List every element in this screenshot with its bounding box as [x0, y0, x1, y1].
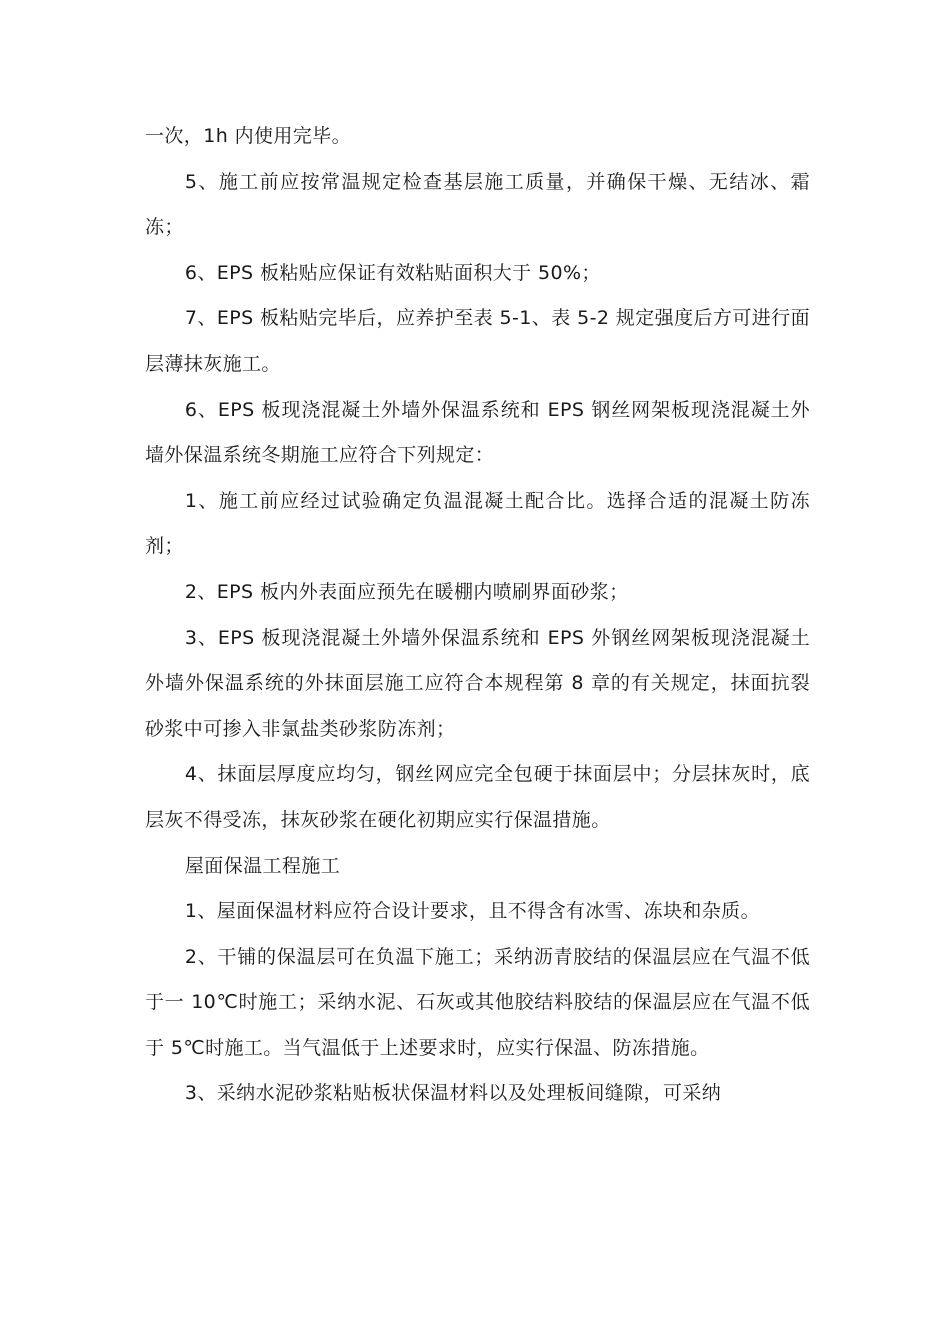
- paragraph-roof-item-2: 2、干铺的保温层可在负温下施工；采纳沥青胶结的保温层应在气温不低于一 10℃时施工；采纳水泥、石灰或其他胶结料胶结的保温层应在气温不低于 5℃时施工。当气温低于上述要求时，应实行保温、防冻措施。: [145, 945, 810, 1059]
- section-heading-roof-insulation: 屋面保温工程施工: [184, 854, 341, 877]
- paragraph-item-7: 7、EPS 板粘贴完毕后，应养护至表 5-1、表 5-2 规定强度后方可进行面层薄抹灰施工。: [145, 307, 810, 375]
- paragraph-subitem-4: 4、抹面层厚度应均匀，钢丝网应完全包硬于抹面层中；分层抹灰时，底层灰不得受冻，抹灰砂浆在硬化初期应实行保温措施。: [145, 763, 810, 831]
- paragraph-subitem-1: 1、施工前应经过试验确定负温混凝土配合比。选择合适的混凝土防冻剂；: [145, 489, 810, 558]
- document-body: [145, 114, 810, 1117]
- paragraph-subitem-3: 3、EPS 板现浇混凝土外墙外保温系统和 EPS 外钢丝网架板现浇混凝土外墙外保温系统的外抹面层施工应符合本规程第 8 章的有关规定，抹面抗裂砂浆中可掺入非氯盐类砂浆防冻剂；: [145, 626, 810, 740]
- paragraph-item-5: 5、施工前应按常温规定检查基层施工质量，并确保干燥、无结冰、霜冻；: [145, 170, 810, 239]
- paragraph-item-6: 6、EPS 板粘贴应保证有效粘贴面积大于 50%；: [184, 261, 601, 284]
- paragraph-roof-item-1: 1、屋面保温材料应符合设计要求，且不得含有冰雪、冻块和杂质。: [184, 900, 760, 923]
- paragraph-subitem-2: 2、EPS 板内外表面应预先在暖棚内喷刷界面砂浆；: [184, 580, 629, 603]
- paragraph-section-6: 6、EPS 板现浇混凝土外墙外保温系统和 EPS 钢丝网架板现浇混凝土外墙外保温系统冬期施工应符合下列规定：: [145, 398, 810, 467]
- paragraph-roof-item-3: 3、采纳水泥砂浆粘贴板状保温材料以及处理板间缝隙，可采纳: [184, 1082, 722, 1105]
- paragraph-continuation: 一次，1h 内使用完毕。: [145, 125, 351, 147]
